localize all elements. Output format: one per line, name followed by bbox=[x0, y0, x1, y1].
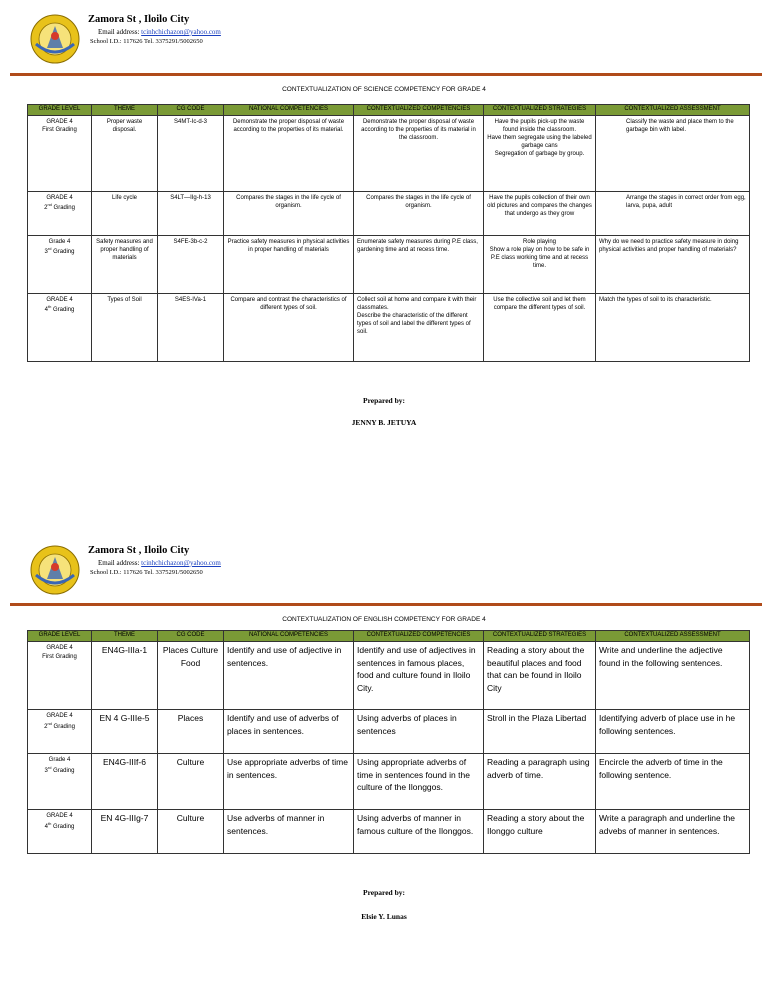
table-row bbox=[28, 809, 750, 853]
national-cell: Use adverbs of manner in sentences. bbox=[224, 809, 354, 853]
english-prepared-label: Prepared by: bbox=[362, 888, 405, 897]
col-assessment: CONTEXTUALIZED ASSESSMENT bbox=[596, 631, 750, 642]
email-line bbox=[98, 559, 221, 567]
school-address: Zamora St , Iloilo City bbox=[88, 14, 190, 25]
header-divider bbox=[10, 73, 762, 76]
code-cell: EN 4G-IIIg-7 bbox=[92, 809, 158, 853]
assessment-cell: Match the types of soil to its characteristic. bbox=[596, 293, 750, 361]
school-ids: School I.D.: 117626 Tel. 3375291/5002650 bbox=[90, 569, 203, 576]
theme-cell: Culture bbox=[158, 753, 224, 809]
science-title: CONTEXTUALIZATION OF SCIENCE COMPETENCY FOR GRADE 4 bbox=[282, 86, 486, 93]
school-ids: School I.D.: 117626 Tel. 3375291/5002650 bbox=[90, 38, 203, 45]
school-seal-icon bbox=[30, 545, 80, 595]
english-table bbox=[27, 630, 750, 854]
col-contextual: CONTEXTUALIZED COMPETENCIES bbox=[354, 631, 484, 642]
english-title: CONTEXTUALIZATION OF ENGLISH COMPETENCY FOR GRADE 4 bbox=[282, 616, 486, 623]
code-cell: S4MT-Ic-d-3 bbox=[158, 115, 224, 191]
contextual-cell: Collect soil at home and compare it with their classmates. Describe the characteristic of the different types of soil and label the different types of soil. bbox=[354, 293, 484, 361]
theme-cell: Safety measures and proper handling of materials bbox=[92, 235, 158, 293]
email-label: Email address: bbox=[98, 559, 140, 567]
strategies-cell: Role playing Show a role play on how to be safe in P.E class working time and at recess time. bbox=[484, 235, 596, 293]
school-address: Zamora St , Iloilo City bbox=[88, 545, 190, 556]
contextual-cell: Compares the stages in the life cycle of organism. bbox=[354, 191, 484, 235]
grade-cell: GRADE 4 4th Grading bbox=[28, 293, 92, 361]
code-cell: EN4G-IIIa-1 bbox=[92, 641, 158, 709]
strategies-cell: Use the collective soil and let them compare the different types of soil. bbox=[484, 293, 596, 361]
contextual-cell: Using adverbs of manner in famous culture of the Ilonggos. bbox=[354, 809, 484, 853]
science-prepared-label: Prepared by: bbox=[362, 396, 405, 405]
national-cell: Demonstrate the proper disposal of waste according to the properties of its material. bbox=[224, 115, 354, 191]
table-row bbox=[28, 115, 750, 191]
email-label: Email address: bbox=[98, 28, 140, 36]
code-cell: S4LT—IIg-h-13 bbox=[158, 191, 224, 235]
col-strategies: CONTEXTUALIZED STRATEGIES bbox=[484, 631, 596, 642]
contextual-cell: Enumerate safety measures during P.E class, gardening time and at recess time. bbox=[354, 235, 484, 293]
col-national: NATIONAL COMPETENCIES bbox=[224, 631, 354, 642]
national-cell: Use appropriate adverbs of time in sentences. bbox=[224, 753, 354, 809]
theme-cell: Culture bbox=[158, 809, 224, 853]
assessment-cell: Encircle the adverb of time in the following sentence. bbox=[596, 753, 750, 809]
school-seal-icon bbox=[30, 14, 80, 64]
contextual-cell: Identify and use of adjectives in sentences in famous places, food and culture found in Iloilo City. bbox=[354, 641, 484, 709]
strategies-cell: Reading a story about the beautiful places and food that can be found in Iloilo City bbox=[484, 641, 596, 709]
national-cell: Practice safety measures in physical activities in proper handling of materials bbox=[224, 235, 354, 293]
national-cell: Compare and contrast the characteristics of different types of soil. bbox=[224, 293, 354, 361]
theme-cell: Places bbox=[158, 709, 224, 753]
code-cell: EN 4 G-IIIe-5 bbox=[92, 709, 158, 753]
national-cell: Compares the stages in the life cycle of organism. bbox=[224, 191, 354, 235]
english-prepared-name: Elsie Y. Lunas bbox=[361, 912, 407, 921]
col-grade-level: GRADE LEVEL bbox=[28, 105, 92, 116]
col-theme: THEME bbox=[92, 105, 158, 116]
email-line bbox=[98, 28, 221, 36]
grade-cell: GRADE 4 First Grading bbox=[28, 641, 92, 709]
theme-cell: Places Culture Food bbox=[158, 641, 224, 709]
code-cell: S4ES-IVa-1 bbox=[158, 293, 224, 361]
assessment-cell: Write a paragraph and underline the advebs of manner in sentences. bbox=[596, 809, 750, 853]
assessment-cell: Write and underline the adjective found in the following sentences. bbox=[596, 641, 750, 709]
email-link[interactable]: tcinhchichazon@yahoo.com bbox=[141, 559, 221, 567]
table-row bbox=[28, 235, 750, 293]
col-cg-code: CG CODE bbox=[158, 105, 224, 116]
contextual-cell: Using adverbs of places in sentences bbox=[354, 709, 484, 753]
table-header-row bbox=[28, 631, 750, 642]
strategies-cell: Stroll in the Plaza Libertad bbox=[484, 709, 596, 753]
theme-cell: Proper waste disposal. bbox=[92, 115, 158, 191]
table-row bbox=[28, 293, 750, 361]
strategies-cell: Have the pupils pick-up the waste found inside the classroom. Have them segregate using the labeled garbage cans Segregation of garbage by group. bbox=[484, 115, 596, 191]
col-contextual: CONTEXTUALIZED COMPETENCIES bbox=[354, 105, 484, 116]
national-cell: Identify and use of adjective in sentences. bbox=[224, 641, 354, 709]
col-assessment: CONTEXTUALIZED ASSESSMENT bbox=[596, 105, 750, 116]
col-national: NATIONAL COMPETENCIES bbox=[224, 105, 354, 116]
code-cell: S4FE-3b-c-2 bbox=[158, 235, 224, 293]
contextual-cell: Demonstrate the proper disposal of waste according to the properties of its material in the classroom. bbox=[354, 115, 484, 191]
email-link[interactable]: tcinhchichazon@yahoo.com bbox=[141, 28, 221, 36]
contextual-cell: Using appropriate adverbs of time in sentences found in the culture of the Ilonggos. bbox=[354, 753, 484, 809]
table-row bbox=[28, 641, 750, 709]
theme-cell: Life cycle bbox=[92, 191, 158, 235]
assessment-cell: Identifying adverb of place use in he following sentences. bbox=[596, 709, 750, 753]
grade-cell: GRADE 4 2nd Grading bbox=[28, 191, 92, 235]
strategies-cell: Reading a paragraph using adverb of time. bbox=[484, 753, 596, 809]
col-cg-code: CG CODE bbox=[158, 631, 224, 642]
col-theme: THEME bbox=[92, 631, 158, 642]
table-row bbox=[28, 709, 750, 753]
grade-cell: Grade 4 3rd Grading bbox=[28, 753, 92, 809]
science-prepared-name: JENNY B. JETUYA bbox=[351, 418, 417, 427]
table-row bbox=[28, 191, 750, 235]
table-header-row bbox=[28, 105, 750, 116]
assessment-cell: Why do we need to practice safety measure in doing physical activities and proper handling of materials? bbox=[596, 235, 750, 293]
assessment-cell: Classify the waste and place them to the garbage bin with label. bbox=[596, 115, 750, 191]
grade-cell: GRADE 4 4th Grading bbox=[28, 809, 92, 853]
strategies-cell: Reading a story about the Ilonggo culture bbox=[484, 809, 596, 853]
strategies-cell: Have the pupils collection of their own old pictures and compares the changes that undergo as they grow bbox=[484, 191, 596, 235]
science-table bbox=[27, 104, 750, 362]
grade-cell: GRADE 4 2nd Grading bbox=[28, 709, 92, 753]
theme-cell: Types of Soil bbox=[92, 293, 158, 361]
code-cell: EN4G-IIIf-6 bbox=[92, 753, 158, 809]
table-row bbox=[28, 753, 750, 809]
header-divider bbox=[10, 603, 762, 606]
col-grade-level: GRADE LEVEL bbox=[28, 631, 92, 642]
assessment-cell: Arrange the stages in correct order from egg, larva, pupa, adult bbox=[596, 191, 750, 235]
col-strategies: CONTEXTUALIZED STRATEGIES bbox=[484, 105, 596, 116]
national-cell: Identify and use of adverbs of places in sentences. bbox=[224, 709, 354, 753]
grade-cell: GRADE 4 First Grading bbox=[28, 115, 92, 191]
grade-cell: Grade 4 3rd Grading bbox=[28, 235, 92, 293]
